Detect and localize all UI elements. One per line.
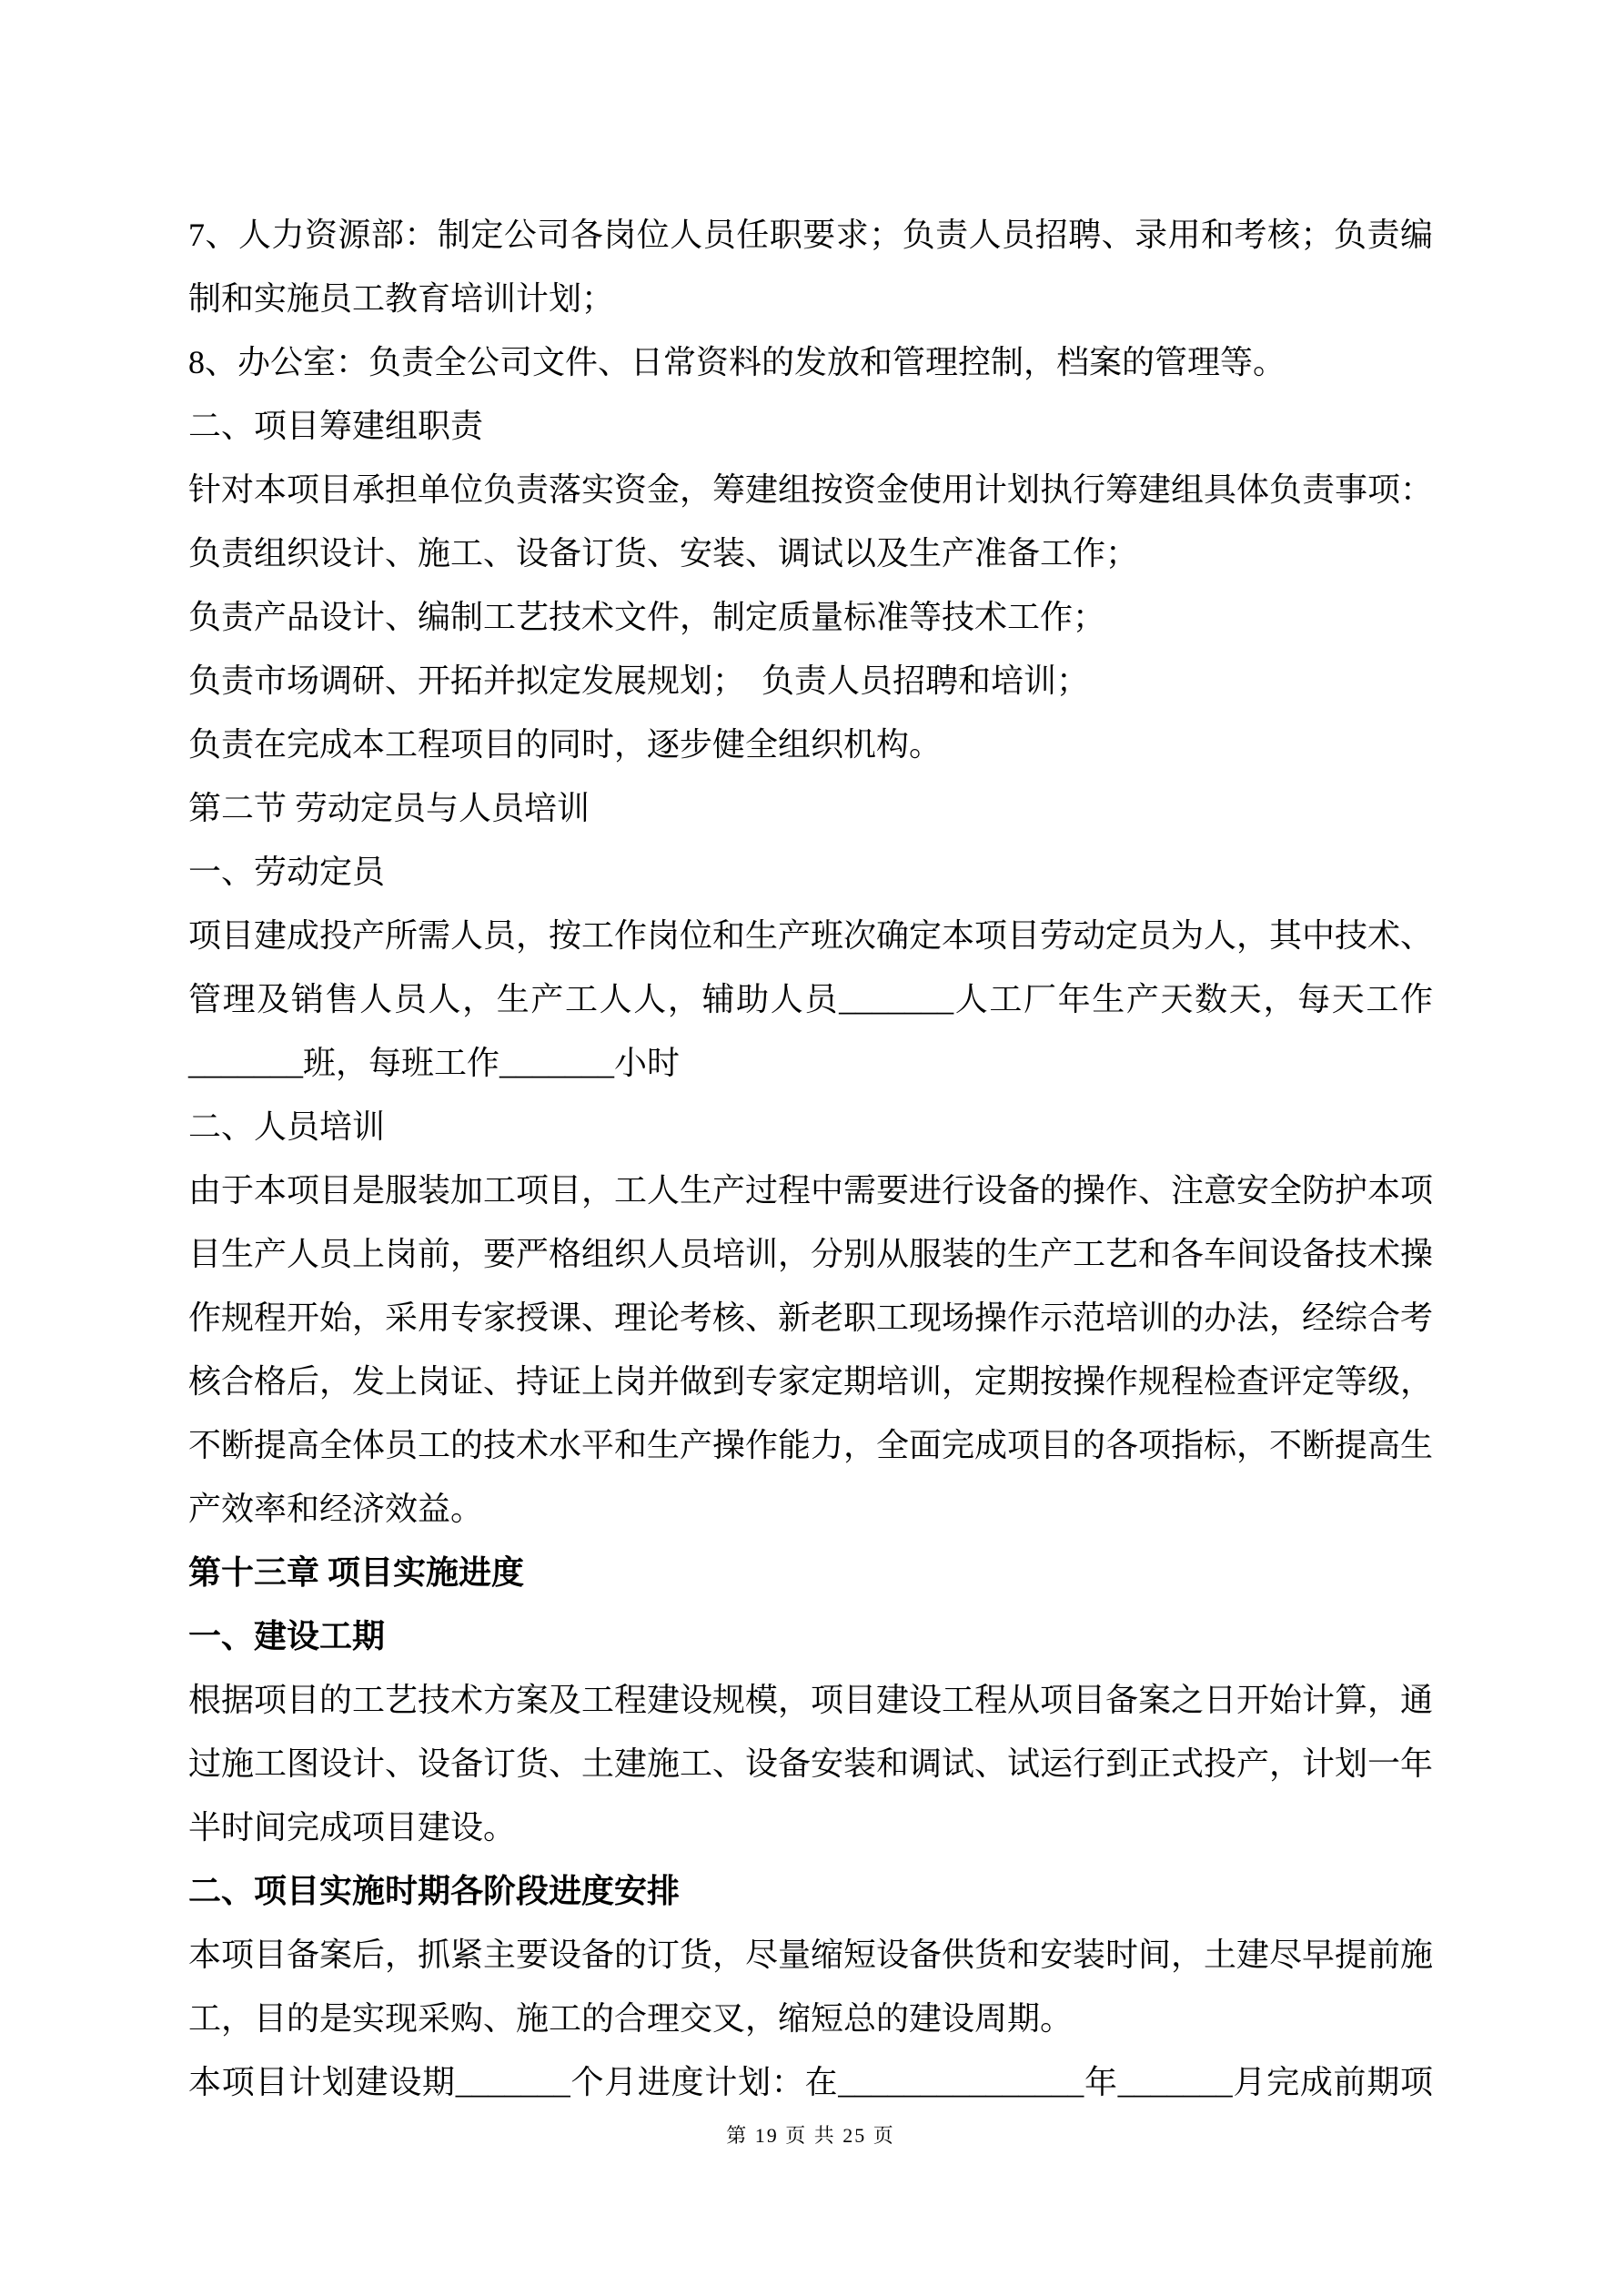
text-line: 半时间完成项目建设。 — [188, 1809, 517, 1846]
text-line: 由于本项目是服装加工项目，工人生产过程中需要进行设备的操作、注意安全防护本项 — [188, 1172, 1434, 1209]
section-heading: 第二节 劳动定员与人员培训 — [188, 790, 590, 826]
text-line: 负责市场调研、开拓并拟定发展规划； 负责人员招聘和培训； — [188, 663, 1090, 699]
subsection-heading: 二、项目实施时期各阶段进度安排 — [188, 1873, 681, 1909]
text-line: 负责组织设计、施工、设备订货、安装、调试以及生产准备工作； — [188, 535, 1139, 571]
text-line: 负责在完成本工程项目的同时，逐步健全组织机构。 — [188, 726, 943, 763]
subsection-heading: 二、人员培训 — [188, 1108, 386, 1145]
text-line: 根据项目的工艺技术方案及工程建设规模，项目建设工程从项目备案之日开始计算，通 — [188, 1682, 1434, 1718]
text-line: _______班，每班工作_______小时 — [188, 1045, 681, 1081]
text-line: 本项目备案后，抓紧主要设备的订货，尽量缩短设备供货和安装时间，土建尽早提前施 — [188, 1937, 1434, 1973]
page-footer: 第 19 页 共 25 页 — [726, 2124, 895, 2147]
text-line: 核合格后，发上岗证、持证上岗并做到专家定期培训，定期按操作规程检查评定等级， — [188, 1363, 1434, 1400]
text-line: 负责产品设计、编制工艺技术文件，制定质量标准等技术工作； — [188, 599, 1106, 635]
text-line: 工，目的是实现采购、施工的合理交叉，缩短总的建设周期。 — [188, 2000, 1074, 2037]
text-line: 过施工图设计、设备订货、土建施工、设备安装和调试、试运行到正式投产，计划一年 — [188, 1745, 1434, 1782]
text-line: 7、人力资源部：制定公司各岗位人员任职要求；负责人员招聘、录用和考核；负责编 — [188, 217, 1433, 253]
text-line: 本项目计划建设期_______个月进度计划：在_______________年_______月完成前期项 — [188, 2064, 1433, 2100]
subsection-heading: 一、建设工期 — [188, 1618, 386, 1654]
text-line: 产效率和经济效益。 — [188, 1491, 484, 1527]
text-line: 目生产人员上岗前，要严格组织人员培训，分别从服装的生产工艺和各车间设备技术操 — [188, 1236, 1434, 1272]
text-line: 不断提高全体员工的技术水平和生产操作能力，全面完成项目的各项指标，不断提高生 — [188, 1427, 1434, 1463]
text-line: 管理及销售人员人，生产工人人，辅助人员_______人工厂年生产天数天，每天工作 — [188, 981, 1433, 1017]
subsection-heading: 一、劳动定员 — [188, 854, 386, 890]
text-line: 项目建成投产所需人员，按工作岗位和生产班次确定本项目劳动定员为人，其中技术、 — [188, 917, 1434, 954]
chapter-heading: 第十三章 项目实施进度 — [188, 1554, 525, 1591]
text-line: 针对本项目承担单位负责落实资金，筹建组按资金使用计划执行筹建组具体负责事项： — [188, 471, 1434, 508]
document-body — [188, 203, 1433, 2114]
text-line: 8、办公室：负责全公司文件、日常资料的发放和管理控制，档案的管理等。 — [188, 344, 1286, 380]
text-line: 制和实施员工教育培训计划； — [188, 280, 615, 317]
text-line: 作规程开始，采用专家授课、理论考核、新老职工现场操作示范培训的办法，经综合考 — [188, 1300, 1434, 1336]
subsection-heading: 二、项目筹建组职责 — [188, 408, 484, 444]
